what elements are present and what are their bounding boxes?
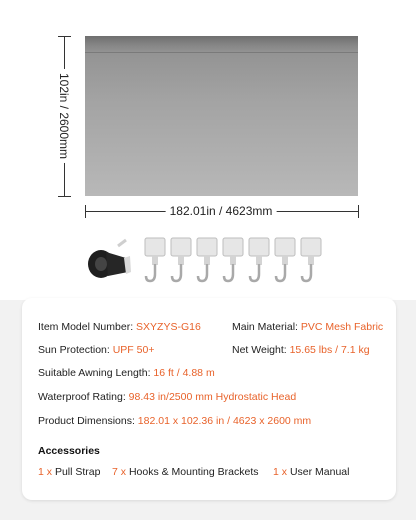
spec-awning-length: [38, 367, 215, 379]
accessory-quantity: 1 x: [273, 466, 288, 478]
shade-panel-image: [85, 36, 358, 196]
accessory-name: User Manual: [289, 466, 350, 478]
accessory-item: [273, 466, 349, 478]
accessory-item: [112, 466, 259, 478]
accessory-name: Pull Strap: [54, 466, 101, 478]
spec-label: Suitable Awning Length:: [38, 367, 151, 379]
hook-bracket-icon: [298, 236, 324, 286]
accessory-quantity: 7 x: [112, 466, 127, 478]
hook-bracket-icon: [194, 236, 220, 286]
hook-bracket-icon: [272, 236, 298, 286]
spec-value: 16 ft / 4.88 m: [153, 367, 215, 379]
spec-model-number: [38, 321, 201, 333]
hook-bracket-icon: [220, 236, 246, 286]
width-dimension-cap-left: [85, 205, 86, 218]
spec-value: SXYZYS-G16: [136, 321, 201, 333]
spec-value: 15.65 lbs / 7.1 kg: [289, 344, 370, 356]
spec-value: UPF 50+: [112, 344, 155, 356]
spec-card: [22, 298, 396, 500]
included-parts-image: [84, 236, 334, 286]
spec-main-material: [232, 321, 383, 333]
spec-label: Main Material:: [232, 321, 298, 333]
width-dimension-label: 182.01in / 4623mm: [166, 204, 277, 218]
accessory-name: Hooks & Mounting Brackets: [128, 466, 259, 478]
spec-value: PVC Mesh Fabric: [300, 321, 384, 333]
spec-label: Waterproof Rating:: [38, 391, 126, 403]
height-dimension-cap-bottom: [58, 196, 71, 197]
spec-waterproof-rating: [38, 391, 296, 403]
height-dimension-cap-top: [58, 36, 71, 37]
accessories-title: Accessories: [38, 445, 100, 457]
spec-label: Sun Protection:: [38, 344, 110, 356]
accessory-quantity: 1 x: [38, 466, 53, 478]
spec-product-dimensions: [38, 415, 311, 427]
spec-label: Product Dimensions:: [38, 415, 135, 427]
spec-net-weight: [232, 344, 370, 356]
spec-sun-protection: [38, 344, 154, 356]
hook-bracket-icon: [168, 236, 194, 286]
spec-value: 182.01 x 102.36 in / 4623 x 2600 mm: [137, 415, 312, 427]
spec-label: Net Weight:: [232, 344, 287, 356]
pull-strap-icon: [84, 236, 134, 286]
width-dimension-cap-right: [358, 205, 359, 218]
hook-bracket-icon: [142, 236, 168, 286]
spec-label: Item Model Number:: [38, 321, 134, 333]
hook-bracket-icon: [246, 236, 272, 286]
accessory-item: [38, 466, 100, 478]
height-dimension-label: 102in / 2600mm: [57, 69, 71, 163]
spec-value: 98.43 in/2500 mm Hydrostatic Head: [128, 391, 297, 403]
